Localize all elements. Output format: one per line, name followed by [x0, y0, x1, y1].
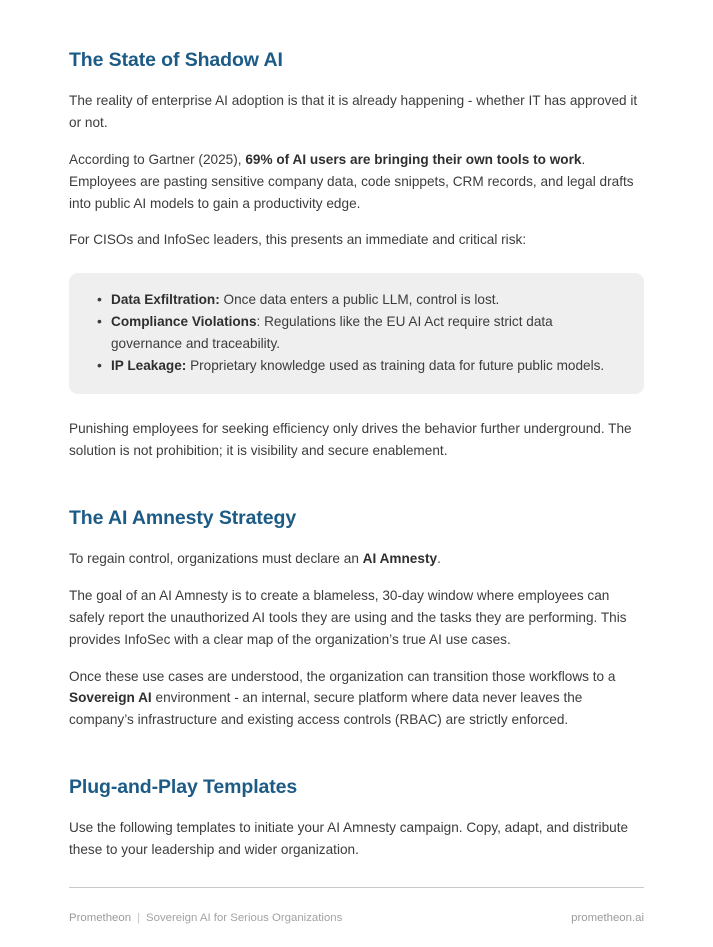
gartner-lead-text: According to Gartner (2025),	[69, 151, 246, 167]
risk-text-data-exfiltration: Once data enters a public LLM, control is lost.	[219, 292, 500, 308]
sovereign-lead-text: Once these use cases are understood, the organization can transition those workflows to a	[69, 668, 616, 684]
risk-callout-box	[69, 273, 644, 394]
risk-term-ip-leakage: IP Leakage:	[111, 357, 187, 373]
list-item	[97, 289, 622, 311]
footer-brand-name: Prometheon	[69, 912, 132, 924]
paragraph-punishment: Punishing employees for seeking efficiency only drives the behavior further underground. The solution is not prohibition; it is visibility and secure enablement.	[69, 421, 632, 459]
heading-ai-amnesty-strategy: The AI Amnesty Strategy	[69, 506, 297, 529]
footer-tagline: Sovereign AI for Serious Organizations	[146, 912, 343, 924]
document-content	[69, 0, 644, 861]
footer-left-group	[69, 911, 342, 925]
paragraph-templates-intro: Use the following templates to initiate your AI Amnesty campaign. Copy, adapt, and distribute these to your leadership and wider organization.	[69, 820, 629, 858]
paragraph-shadow-ai-intro: The reality of enterprise AI adoption is that it is already happening - whether IT has approved it or not.	[69, 93, 638, 131]
risk-text-ip-leakage: Proprietary knowledge used as training data for future public models.	[186, 357, 605, 373]
bullet-icon: •	[97, 291, 102, 308]
gartner-rest-text: . Employees are pasting sensitive company data, code snippets, CRM records, and legal drafts into public AI models to gain a productivity edge.	[69, 151, 634, 211]
page-footer	[69, 887, 644, 925]
gartner-stat-bold: 69% of AI users are bringing their own tools to work	[245, 151, 582, 167]
sovereign-rest-text: environment - an internal, secure platform where data never leaves the company’s infrastructure and existing access controls (RBAC) are strictly enforced.	[69, 690, 583, 728]
declare-lead-text: To regain control, organizations must declare an	[69, 551, 363, 567]
paragraph-ciso-risk-lead: For CISOs and InfoSec leaders, this presents an immediate and critical risk:	[69, 232, 527, 248]
bullet-icon: •	[97, 312, 102, 329]
list-item	[97, 311, 622, 355]
heading-plug-and-play-templates: Plug-and-Play Templates	[69, 775, 298, 798]
ai-amnesty-bold: AI Amnesty	[362, 551, 438, 567]
risk-list	[91, 289, 622, 376]
declare-rest-text: .	[437, 551, 441, 567]
bullet-icon: •	[97, 356, 102, 373]
footer-website: prometheon.ai	[571, 912, 644, 924]
risk-text-compliance-violations: : Regulations like the EU AI Act require strict data governance and traceability.	[111, 313, 553, 351]
risk-term-data-exfiltration: Data Exfiltration:	[111, 292, 220, 308]
footer-separator: |	[137, 912, 141, 924]
list-item	[97, 355, 622, 377]
heading-shadow-ai: The State of Shadow AI	[69, 49, 283, 71]
paragraph-gartner-stat	[69, 149, 644, 214]
footer-row	[69, 911, 644, 925]
sovereign-ai-bold: Sovereign AI	[69, 690, 152, 706]
footer-divider	[69, 887, 644, 888]
paragraph-amnesty-goal: The goal of an AI Amnesty is to create a blameless, 30-day window where employees can safely report the unauthorized AI tools they are using and the tasks they are performing. This provides InfoSec with a clear map of the organization’s true AI use cases.	[69, 588, 627, 647]
paragraph-declare-amnesty	[69, 548, 644, 570]
paragraph-sovereign-transition	[69, 666, 644, 731]
risk-term-compliance-violations: Compliance Violations	[111, 313, 257, 329]
